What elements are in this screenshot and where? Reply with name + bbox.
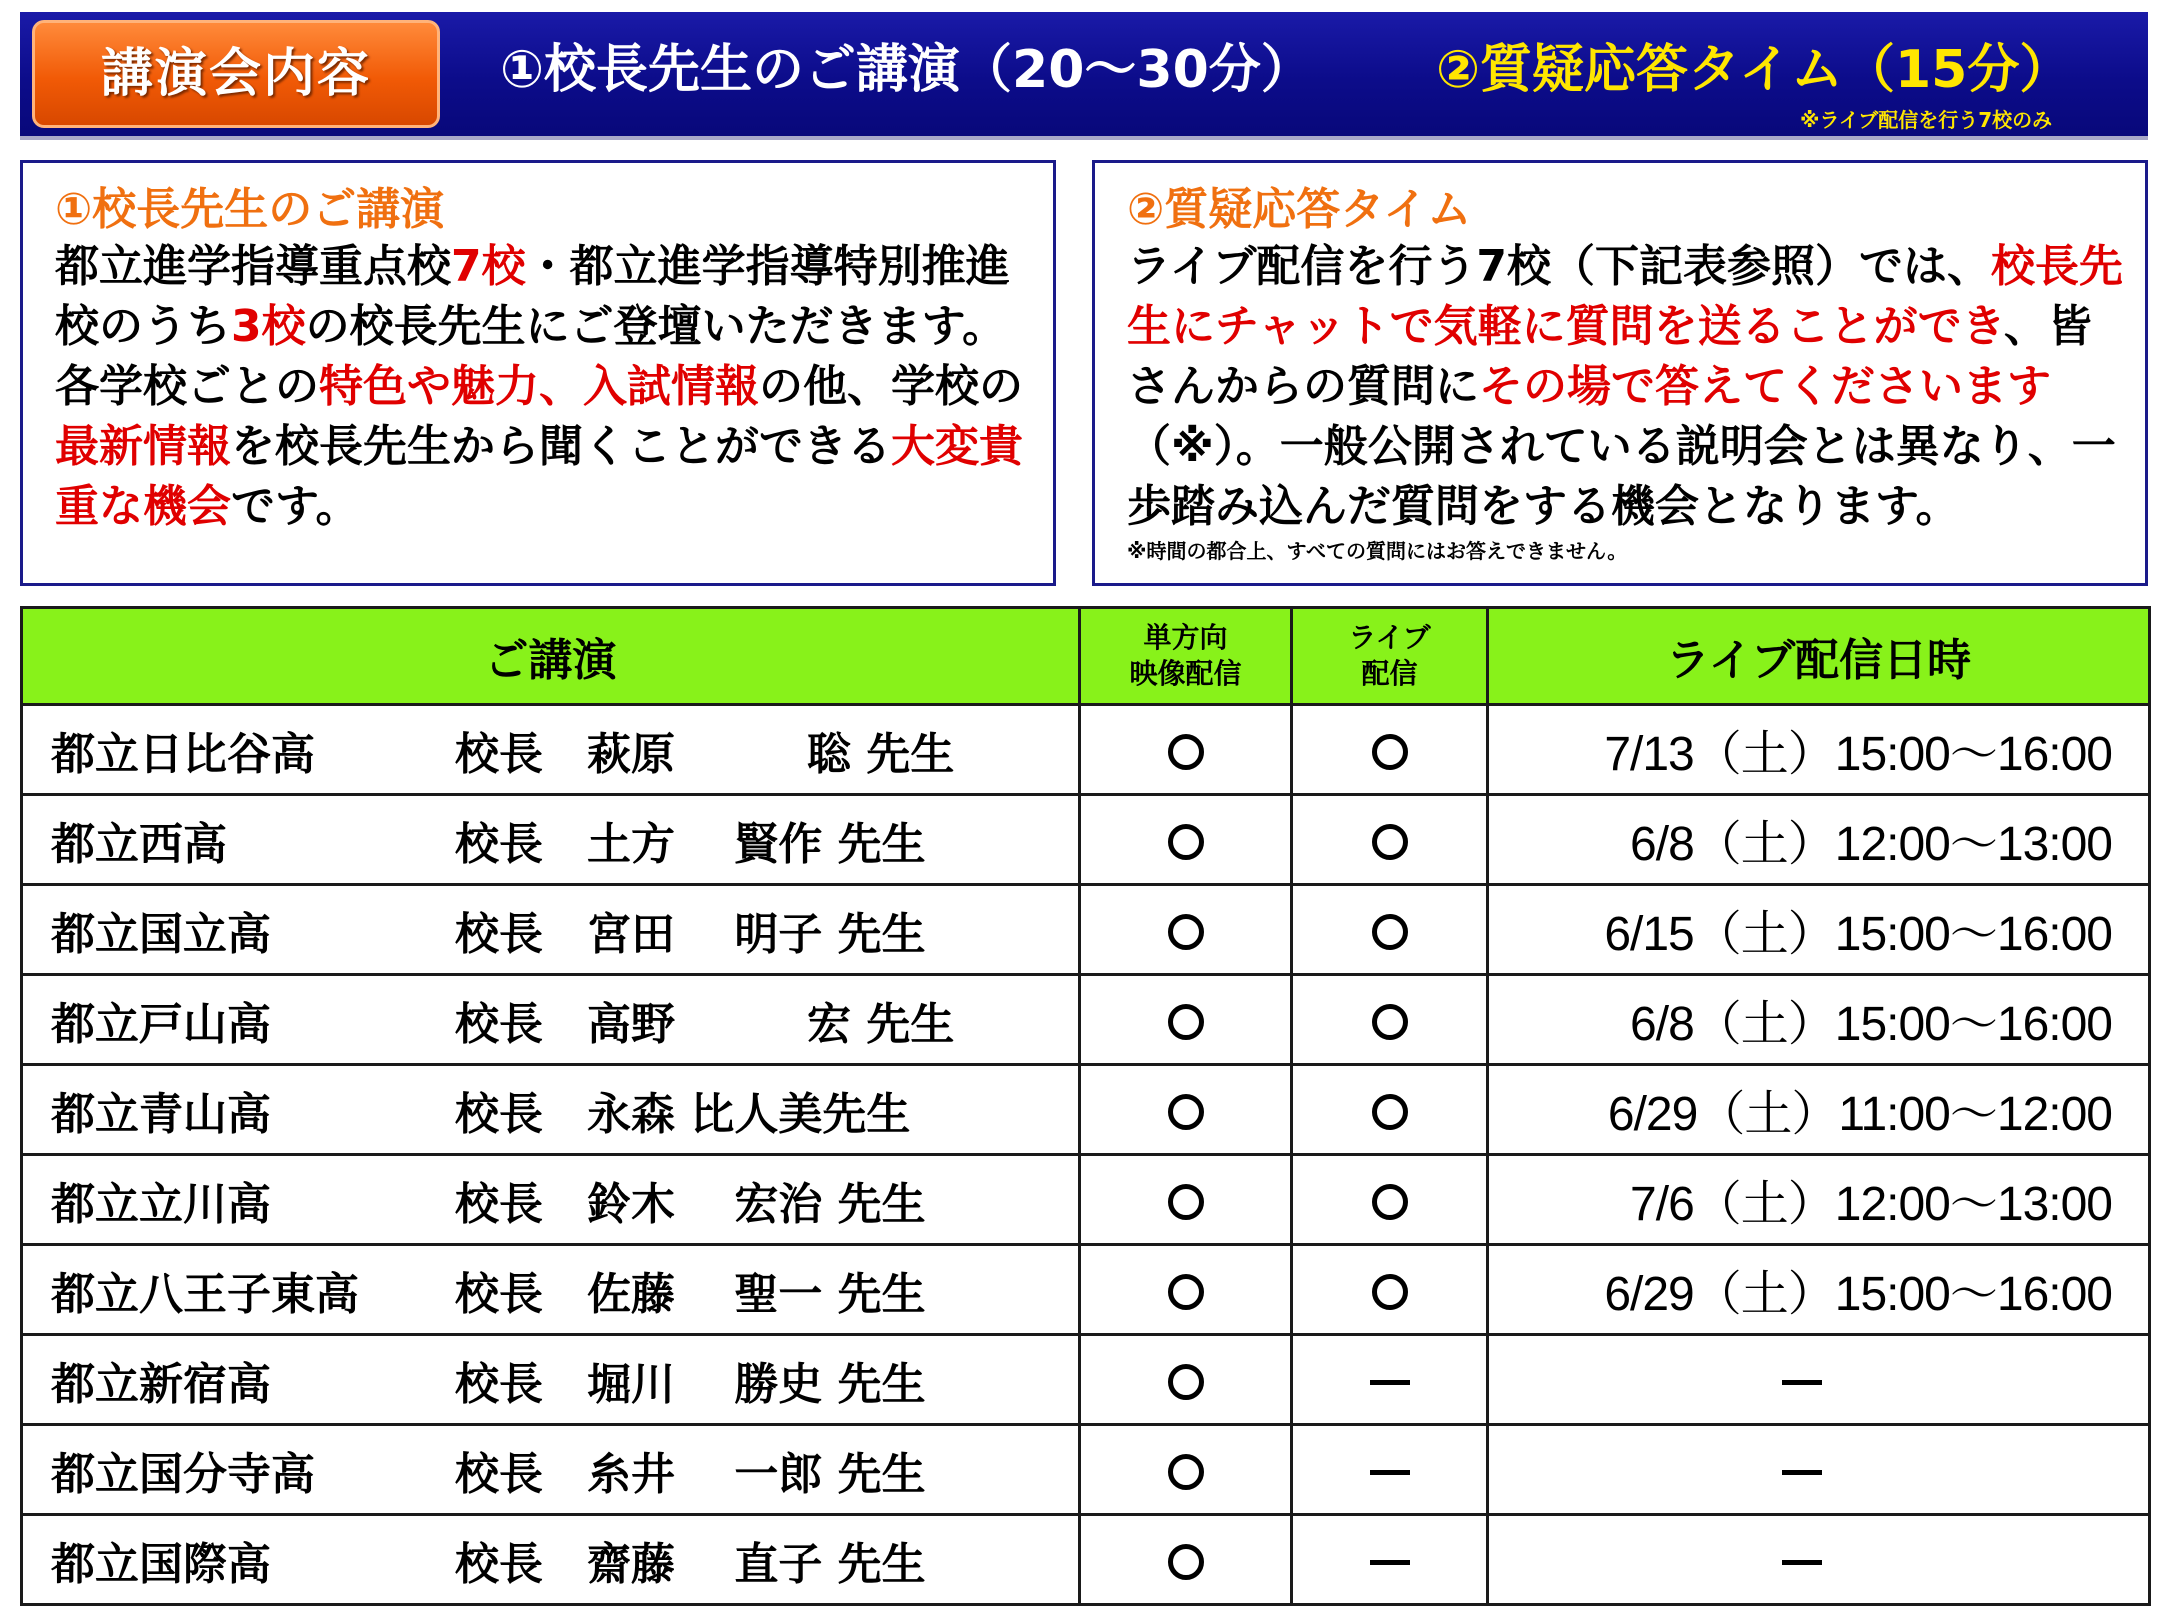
unavailable-mark [1782,1380,1822,1385]
principal-name: 校長 土方 賢作 先生 [455,818,926,870]
table-row [22,1425,2150,1515]
lecture-cell [22,1245,1080,1335]
qa-heading: ②質疑応答タイム [1127,184,1472,235]
available-mark [1372,1094,1408,1130]
datetime-cell [1488,1335,2150,1425]
header-bar [20,12,2148,140]
datetime-cell: 6/8（土）12:00～13:00 [1488,795,2150,885]
section-badge: 講演会内容 [32,20,440,128]
unavailable-mark [1370,1380,1410,1385]
lecture-cell [22,1515,1080,1605]
live-cell [1292,1515,1488,1605]
header-oneway-line1: 単方向 [1143,621,1228,654]
header-datetime: ライブ配信日時 [1488,608,2150,705]
live-cell [1292,1245,1488,1335]
school-name: 都立八王子東高 [51,1268,359,1320]
datetime-cell: 6/29（土）15:00～16:00 [1488,1245,2150,1335]
body-text: 都立進学指導重点校 [55,241,451,292]
table-row [22,1065,2150,1155]
available-mark [1168,1544,1204,1580]
highlight-text: 7校 [451,241,526,292]
available-mark [1168,824,1204,860]
highlight-text: 特色や魅力、入試情報 [319,361,759,412]
qa-note: ※時間の都合上、すべての質問にはお答えできません。 [1127,539,1628,563]
live-cell [1292,1335,1488,1425]
oneway-cell [1080,705,1292,795]
available-mark [1168,1004,1204,1040]
header-lecture: ご講演 [22,608,1080,705]
table-row [22,975,2150,1065]
lecture-cell [22,705,1080,795]
principal-name: 校長 齋藤 直子 先生 [455,1538,926,1590]
lecture-cell [22,1425,1080,1515]
datetime-cell: 7/6（土）12:00～13:00 [1488,1155,2150,1245]
body-text: 、皆さんからの質問に [1127,301,2092,412]
school-name: 都立日比谷高 [51,728,315,780]
school-name: 都立西高 [51,818,227,870]
live-cell [1292,975,1488,1065]
live-cell [1292,1425,1488,1515]
header-live-line1: ライブ [1348,621,1431,654]
school-name: 都立新宿高 [51,1358,271,1410]
school-name: 都立国分寺高 [51,1448,315,1500]
datetime-cell: 6/29（土）11:00～12:00 [1488,1065,2150,1155]
principal-name: 校長 高野 宏 先生 [455,998,955,1050]
available-mark [1168,1274,1204,1310]
principal-name: 校長 永森 比人美先生 [455,1088,911,1140]
qa-description-box [1092,160,2148,586]
highlight-text: 大変貴重な機会 [55,421,1023,532]
highlight-text: その場で答えてくださいます [1479,361,2051,412]
body-text: を校長先生から聞くことができる [231,421,891,472]
available-mark [1372,734,1408,770]
lecture-cell [22,1065,1080,1155]
body-text: の他、学校の [759,361,1023,412]
highlight-text: 校長先生にチャットで気軽に質問を送ることができ [1127,241,2123,352]
available-mark [1168,1454,1204,1490]
body-text: です。 [231,481,360,532]
header-live-line2: 配信 [1361,657,1418,690]
school-name: 都立戸山高 [51,998,271,1050]
header-title-qa: ②質疑応答タイム（15分） [1436,40,2072,100]
lecture-cell [22,795,1080,885]
table-row [22,1515,2150,1605]
live-cell [1292,1155,1488,1245]
available-mark [1372,914,1408,950]
available-mark [1168,1364,1204,1400]
table-row [22,1245,2150,1335]
header-note: ※ライブ配信を行う7校のみ [1800,108,2053,132]
lecture-body [55,237,1037,537]
oneway-cell [1080,1515,1292,1605]
school-name: 都立国際高 [51,1538,271,1590]
school-name: 都立青山高 [51,1088,271,1140]
oneway-cell [1080,1245,1292,1335]
lecture-cell [22,1335,1080,1425]
oneway-cell [1080,1155,1292,1245]
header-title-lecture: ①校長先生のご講演（20～30分） [500,40,1313,100]
available-mark [1372,1004,1408,1040]
body-text: の校長先生にご登壇いただきます。各学校ごとの [55,301,1007,412]
oneway-cell [1080,1425,1292,1515]
principal-name: 校長 萩原 聡 先生 [455,728,955,780]
available-mark [1168,734,1204,770]
schedule-table [20,606,2151,1606]
live-cell [1292,1065,1488,1155]
oneway-cell [1080,795,1292,885]
table-row [22,795,2150,885]
table-row [22,885,2150,975]
available-mark [1168,1184,1204,1220]
available-mark [1372,824,1408,860]
oneway-cell [1080,1065,1292,1155]
lecture-description-box [20,160,1056,586]
principal-name: 校長 佐藤 聖一 先生 [455,1268,926,1320]
lecture-heading: ①校長先生のご講演 [55,184,445,235]
unavailable-mark [1370,1470,1410,1475]
highlight-text: 最新情報 [55,421,231,472]
available-mark [1372,1184,1408,1220]
header-live [1292,608,1488,705]
body-text: ライブ配信を行う7校（下記表参照）では、 [1127,241,1991,292]
lecture-cell [22,975,1080,1065]
available-mark [1372,1274,1408,1310]
header-oneway [1080,608,1292,705]
live-cell [1292,705,1488,795]
body-text: （※）。一般公開されている説明会とは異なり、一歩踏み込んだ質問をする機会となります。 [1127,421,2116,532]
datetime-cell [1488,1515,2150,1605]
body-text: ・都立進学指導特別推進校のうち [55,241,1010,352]
lecture-cell [22,885,1080,975]
available-mark [1168,1094,1204,1130]
live-cell [1292,885,1488,975]
table-row [22,1335,2150,1425]
live-cell [1292,795,1488,885]
unavailable-mark [1370,1560,1410,1565]
header-oneway-line2: 映像配信 [1129,657,1242,690]
principal-name: 校長 鈴木 宏治 先生 [455,1178,926,1230]
oneway-cell [1080,975,1292,1065]
table-row [22,1155,2150,1245]
highlight-text: 3校 [231,301,306,352]
table-header-row [22,608,2150,705]
school-name: 都立立川高 [51,1178,271,1230]
datetime-cell: 7/13（土）15:00～16:00 [1488,705,2150,795]
oneway-cell [1080,1335,1292,1425]
datetime-cell [1488,1425,2150,1515]
unavailable-mark [1782,1560,1822,1565]
lecture-cell [22,1155,1080,1245]
datetime-cell: 6/15（土）15:00～16:00 [1488,885,2150,975]
qa-body [1127,237,2129,537]
unavailable-mark [1782,1470,1822,1475]
table-row [22,705,2150,795]
oneway-cell [1080,885,1292,975]
principal-name: 校長 堀川 勝史 先生 [455,1358,926,1410]
principal-name: 校長 宮田 明子 先生 [455,908,926,960]
datetime-cell: 6/8（土）15:00～16:00 [1488,975,2150,1065]
principal-name: 校長 糸井 一郎 先生 [455,1448,926,1500]
available-mark [1168,914,1204,950]
school-name: 都立国立高 [51,908,271,960]
